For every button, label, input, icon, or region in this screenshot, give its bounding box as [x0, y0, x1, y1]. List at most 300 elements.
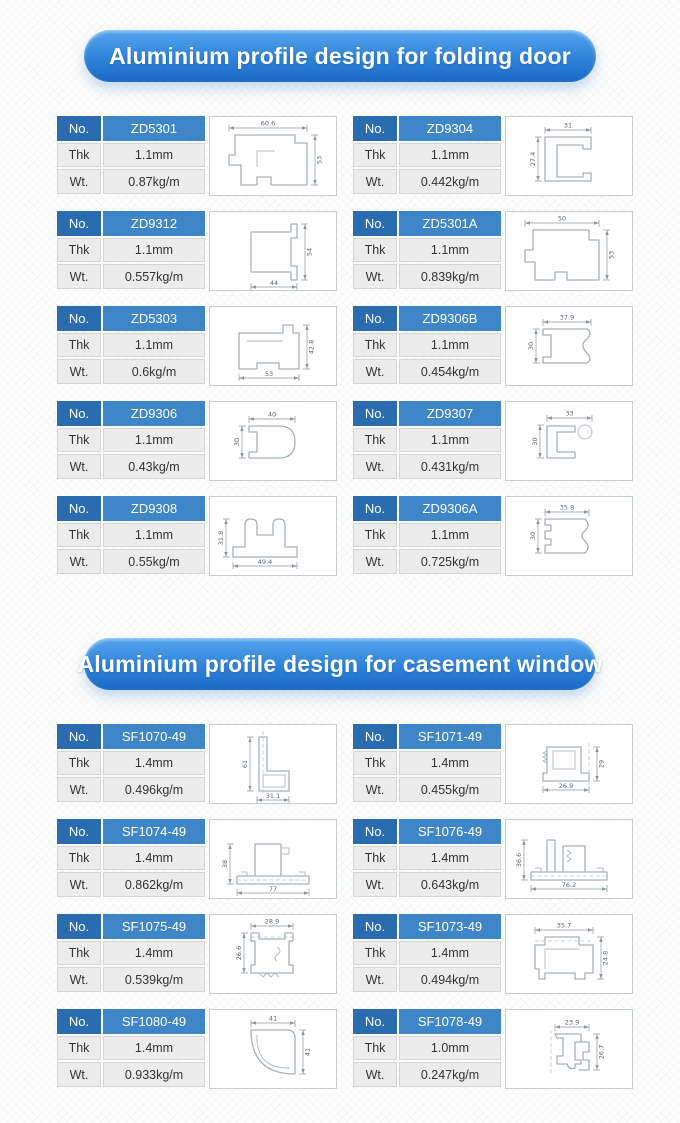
- no-label: No.: [57, 116, 101, 141]
- profile-detail-lines: [578, 425, 592, 439]
- spec-row-no: [353, 401, 501, 426]
- profile-outline: [545, 137, 591, 181]
- thk-label: Thk: [353, 333, 397, 358]
- spec-row-wt: [57, 967, 205, 992]
- thk-label: Thk: [57, 846, 101, 871]
- weight-value: 0.862kg/m: [103, 872, 205, 897]
- spec-row-no: [353, 724, 501, 749]
- thk-label: Thk: [57, 941, 101, 966]
- profile-drawing: [209, 211, 337, 291]
- dimension-arrow: [303, 224, 306, 229]
- profile-card-SF1075-49: [57, 914, 337, 994]
- spec-row-thk: [353, 523, 501, 548]
- thickness-value: 1.1mm: [399, 523, 501, 548]
- profile-card-ZD5303: [57, 306, 337, 386]
- dimension-arrow: [522, 875, 525, 880]
- dimension-arrow: [538, 425, 541, 430]
- spec-row-no: [57, 496, 205, 521]
- spec-row-no: [57, 1009, 205, 1034]
- thickness-value: 1.1mm: [103, 238, 205, 263]
- spec-row-thk: [57, 846, 205, 871]
- spec-table: [55, 494, 207, 576]
- spec-table: [55, 304, 207, 386]
- thickness-value: 1.1mm: [103, 143, 205, 168]
- dimension-label: 26.7: [597, 1044, 606, 1060]
- weight-value: 0.539kg/m: [103, 967, 205, 992]
- dimension-arrow: [602, 887, 607, 890]
- spec-row-wt: [57, 169, 205, 194]
- thk-label: Thk: [57, 238, 101, 263]
- profile-number: ZD5303: [103, 306, 205, 331]
- dimension-arrow: [290, 1021, 295, 1024]
- wt-label: Wt.: [57, 359, 101, 384]
- thickness-value: 1.4mm: [399, 751, 501, 776]
- spec-table: [351, 304, 503, 386]
- profile-cross-section-svg: [506, 915, 632, 993]
- profile-number: SF1078-49: [399, 1009, 501, 1034]
- dimension-arrow: [249, 417, 254, 420]
- casement-window-grid: [0, 724, 680, 1089]
- dimension-arrow: [303, 275, 306, 280]
- profile-drawing: [209, 496, 337, 576]
- spec-row-no: [57, 819, 205, 844]
- weight-value: 0.557kg/m: [103, 264, 205, 289]
- dimension-arrow: [248, 786, 251, 791]
- wt-label: Wt.: [353, 169, 397, 194]
- dimension-arrow: [292, 564, 297, 567]
- spec-row-no: [353, 914, 501, 939]
- thickness-value: 1.1mm: [103, 333, 205, 358]
- dimension-arrow: [525, 221, 530, 224]
- no-label: No.: [57, 1009, 101, 1034]
- profile-cross-section-svg: [210, 497, 336, 575]
- dimension-label: 49.4: [257, 558, 273, 566]
- dimension-arrow: [605, 230, 608, 235]
- dimension-arrow: [257, 798, 262, 801]
- dimension-arrow: [248, 737, 251, 742]
- thickness-value: 1.1mm: [399, 428, 501, 453]
- weight-value: 0.87kg/m: [103, 169, 205, 194]
- wt-label: Wt.: [353, 777, 397, 802]
- thk-label: Thk: [353, 143, 397, 168]
- profile-card-SF1078-49: [353, 1009, 633, 1089]
- thk-label: Thk: [353, 846, 397, 871]
- weight-value: 0.839kg/m: [399, 264, 501, 289]
- spec-table: [351, 114, 503, 196]
- spec-table: [351, 722, 503, 804]
- dimension-label: 27.4: [529, 151, 537, 167]
- spec-row-wt: [353, 549, 501, 574]
- dimension-arrow: [224, 519, 227, 524]
- thickness-value: 1.4mm: [399, 846, 501, 871]
- spec-table: [351, 209, 503, 291]
- dimension-arrow: [535, 928, 540, 931]
- spec-row-thk: [353, 941, 501, 966]
- spec-table: [55, 1007, 207, 1089]
- spec-row-no: [57, 116, 205, 141]
- thickness-value: 1.1mm: [399, 238, 501, 263]
- dimension-label: 54: [305, 247, 314, 257]
- spec-row-thk: [57, 143, 205, 168]
- wt-label: Wt.: [57, 777, 101, 802]
- wt-label: Wt.: [57, 1062, 101, 1087]
- spec-row-thk: [353, 751, 501, 776]
- weight-value: 0.442kg/m: [399, 169, 501, 194]
- dimension-arrow: [251, 924, 256, 927]
- dimension-arrow: [237, 891, 242, 894]
- folding-door-banner-title: Aluminium profile design for folding door: [109, 42, 571, 69]
- no-label: No.: [353, 306, 397, 331]
- profile-outline: [555, 1034, 589, 1070]
- spec-row-wt: [353, 169, 501, 194]
- profile-cross-section-svg: [506, 1010, 632, 1088]
- no-label: No.: [353, 819, 397, 844]
- profile-cross-section-svg: [210, 1010, 336, 1088]
- spec-row-no: [353, 116, 501, 141]
- profile-number: ZD9306A: [399, 496, 501, 521]
- dimension-label: 60.6: [260, 119, 276, 128]
- spec-table: [55, 912, 207, 994]
- spec-row-thk: [57, 751, 205, 776]
- weight-value: 0.933kg/m: [103, 1062, 205, 1087]
- profile-outline: [535, 937, 593, 979]
- dimension-label: 28.9: [264, 917, 280, 926]
- dimension-label: 61: [241, 759, 249, 769]
- profile-drawing: [209, 914, 337, 994]
- thk-label: Thk: [353, 941, 397, 966]
- wt-label: Wt.: [353, 872, 397, 897]
- profile-card-ZD5301A: [353, 211, 633, 291]
- profile-cross-section-svg: [506, 820, 632, 898]
- spec-row-no: [353, 496, 501, 521]
- thk-label: Thk: [57, 1036, 101, 1061]
- profile-number: ZD9307: [399, 401, 501, 426]
- profile-card-SF1070-49: [57, 724, 337, 804]
- profile-card-ZD9306: [57, 401, 337, 481]
- spec-row-no: [57, 306, 205, 331]
- profile-drawing: [209, 306, 337, 386]
- spec-row-wt: [353, 777, 501, 802]
- profile-card-ZD9307: [353, 401, 633, 481]
- weight-value: 0.455kg/m: [399, 777, 501, 802]
- profile-outline: [237, 844, 309, 884]
- weight-value: 0.247kg/m: [399, 1062, 501, 1087]
- dimension-label: 41: [303, 1047, 312, 1057]
- profile-cross-section-svg: [210, 212, 336, 290]
- spec-row-no: [57, 724, 205, 749]
- thickness-value: 1.4mm: [103, 1036, 205, 1061]
- spec-row-wt: [57, 264, 205, 289]
- profile-drawing: [505, 914, 633, 994]
- dimension-arrow: [545, 128, 550, 131]
- profile-cross-section-svg: [210, 820, 336, 898]
- dimension-label: 30: [527, 341, 535, 351]
- dimension-label: 77: [268, 885, 278, 893]
- thk-label: Thk: [353, 751, 397, 776]
- folding-door-grid: [0, 116, 680, 576]
- spec-row-thk: [353, 428, 501, 453]
- spec-row-thk: [353, 143, 501, 168]
- dimension-label: 31.8: [217, 530, 225, 546]
- no-label: No.: [353, 116, 397, 141]
- dimension-arrow: [595, 776, 598, 781]
- weight-value: 0.725kg/m: [399, 549, 501, 574]
- dimension-label: 40: [267, 410, 277, 419]
- dimension-arrow: [284, 798, 289, 801]
- dimension-arrow: [587, 416, 592, 419]
- profile-card-SF1074-49: [57, 819, 337, 899]
- dimension-arrow: [251, 285, 256, 288]
- casement-window-banner: [77, 638, 603, 690]
- spec-row-wt: [353, 1062, 501, 1087]
- spec-row-no: [353, 819, 501, 844]
- profile-card-SF1073-49: [353, 914, 633, 994]
- spec-row-no: [353, 211, 501, 236]
- dimension-arrow: [233, 564, 238, 567]
- profile-cross-section-svg: [210, 725, 336, 803]
- spec-row-thk: [57, 523, 205, 548]
- dimension-arrow: [594, 221, 599, 224]
- dimension-arrow: [534, 329, 537, 334]
- profile-outline: [229, 135, 307, 185]
- profile-cross-section-svg: [210, 307, 336, 385]
- profile-drawing: [505, 116, 633, 196]
- no-label: No.: [353, 211, 397, 236]
- profile-outline: [249, 426, 295, 458]
- spec-row-thk: [353, 238, 501, 263]
- profile-outline: [543, 747, 589, 781]
- profile-number: ZD9306B: [399, 306, 501, 331]
- profile-cross-section-svg: [506, 402, 632, 480]
- wt-label: Wt.: [57, 967, 101, 992]
- dimension-arrow: [301, 1030, 304, 1035]
- thk-label: Thk: [57, 143, 101, 168]
- no-label: No.: [353, 401, 397, 426]
- profile-number: SF1076-49: [399, 819, 501, 844]
- no-label: No.: [57, 211, 101, 236]
- wt-label: Wt.: [57, 169, 101, 194]
- profile-drawing: [209, 724, 337, 804]
- profile-detail-lines: [257, 151, 275, 167]
- profile-number: SF1073-49: [399, 914, 501, 939]
- wt-label: Wt.: [57, 454, 101, 479]
- profile-outline: [543, 329, 590, 363]
- profile-cross-section-svg: [506, 117, 632, 195]
- casement-window-banner-title: Aluminium profile design for casement window: [77, 650, 603, 677]
- dimension-label: 26.9: [558, 782, 574, 790]
- spec-table: [351, 817, 503, 899]
- spec-row-thk: [57, 1036, 205, 1061]
- wt-label: Wt.: [353, 359, 397, 384]
- dimension-arrow: [313, 180, 316, 185]
- no-label: No.: [353, 496, 397, 521]
- dimension-arrow: [534, 358, 537, 363]
- dimension-arrow: [584, 1025, 589, 1028]
- dimension-label: 23.9: [564, 1018, 580, 1027]
- dimension-arrow: [586, 128, 591, 131]
- profile-detail-lines: [543, 751, 575, 769]
- dimension-arrow: [239, 376, 244, 379]
- profile-number: SF1074-49: [103, 819, 205, 844]
- no-label: No.: [353, 914, 397, 939]
- profile-number: ZD5301: [103, 116, 205, 141]
- spec-row-wt: [353, 264, 501, 289]
- thk-label: Thk: [353, 523, 397, 548]
- weight-value: 0.494kg/m: [399, 967, 501, 992]
- spec-row-no: [57, 211, 205, 236]
- profile-drawing: [505, 401, 633, 481]
- dimension-label: 35.7: [556, 921, 572, 930]
- profile-card-ZD9306B: [353, 306, 633, 386]
- profile-cross-section-svg: [210, 915, 336, 993]
- dimension-label: 30: [529, 531, 537, 541]
- wt-label: Wt.: [353, 967, 397, 992]
- dimension-arrow: [251, 1021, 256, 1024]
- profile-drawing: [505, 496, 633, 576]
- no-label: No.: [57, 306, 101, 331]
- dimension-label: 37.9: [559, 313, 575, 322]
- weight-value: 0.454kg/m: [399, 359, 501, 384]
- dimension-label: 26.6: [235, 945, 243, 961]
- no-label: No.: [57, 401, 101, 426]
- profile-outline: [251, 1030, 295, 1074]
- wt-label: Wt.: [353, 264, 397, 289]
- profile-number: SF1080-49: [103, 1009, 205, 1034]
- dimension-arrow: [305, 325, 308, 330]
- dimension-arrow: [545, 510, 550, 513]
- thickness-value: 1.4mm: [103, 846, 205, 871]
- profile-cross-section-svg: [506, 212, 632, 290]
- profile-cross-section-svg: [210, 402, 336, 480]
- spec-row-wt: [57, 777, 205, 802]
- weight-value: 0.6kg/m: [103, 359, 205, 384]
- spec-row-thk: [353, 1036, 501, 1061]
- profile-card-SF1080-49: [57, 1009, 337, 1089]
- no-label: No.: [353, 724, 397, 749]
- profile-number: SF1075-49: [103, 914, 205, 939]
- spec-row-thk: [57, 238, 205, 263]
- spec-row-wt: [57, 872, 205, 897]
- profile-drawing: [505, 819, 633, 899]
- dimension-label: 30: [233, 437, 241, 447]
- weight-value: 0.43kg/m: [103, 454, 205, 479]
- profile-card-ZD9312: [57, 211, 337, 291]
- dimension-arrow: [543, 320, 548, 323]
- spec-row-thk: [353, 333, 501, 358]
- wt-label: Wt.: [353, 549, 397, 574]
- thk-label: Thk: [353, 1036, 397, 1061]
- no-label: No.: [57, 819, 101, 844]
- dimension-arrow: [599, 974, 602, 979]
- profile-card-ZD9308: [57, 496, 337, 576]
- dimension-arrow: [242, 933, 245, 938]
- dimension-label: 53: [607, 250, 616, 260]
- wt-label: Wt.: [353, 1062, 397, 1087]
- profile-cross-section-svg: [506, 497, 632, 575]
- spec-row-wt: [57, 359, 205, 384]
- dimension-arrow: [294, 376, 299, 379]
- weight-value: 0.496kg/m: [103, 777, 205, 802]
- thickness-value: 1.1mm: [103, 523, 205, 548]
- spec-table: [351, 494, 503, 576]
- spec-table: [55, 114, 207, 196]
- thickness-value: 1.4mm: [399, 941, 501, 966]
- dimension-arrow: [536, 548, 539, 553]
- profile-drawing: [505, 724, 633, 804]
- weight-value: 0.643kg/m: [399, 872, 501, 897]
- profile-number: SF1070-49: [103, 724, 205, 749]
- dimension-arrow: [240, 453, 243, 458]
- spec-table: [55, 399, 207, 481]
- dimension-label: 29: [597, 759, 606, 769]
- dimension-arrow: [304, 891, 309, 894]
- profile-card-SF1076-49: [353, 819, 633, 899]
- spec-table: [351, 1007, 503, 1089]
- wt-label: Wt.: [353, 454, 397, 479]
- dimension-arrow: [242, 968, 245, 973]
- dimension-arrow: [584, 788, 589, 791]
- profile-drawing: [209, 819, 337, 899]
- profile-card-ZD9306A: [353, 496, 633, 576]
- profile-drawing: [209, 401, 337, 481]
- dimension-arrow: [305, 364, 308, 369]
- profile-drawing: [505, 1009, 633, 1089]
- profile-number: ZD5301A: [399, 211, 501, 236]
- wt-label: Wt.: [57, 549, 101, 574]
- spec-row-no: [57, 401, 205, 426]
- profile-drawing: [505, 306, 633, 386]
- spec-table: [55, 209, 207, 291]
- profile-outline: [251, 224, 297, 280]
- spec-row-thk: [57, 941, 205, 966]
- dimension-label: 42.8: [307, 339, 316, 355]
- profile-number: SF1071-49: [399, 724, 501, 749]
- dimension-arrow: [588, 928, 593, 931]
- spec-table: [351, 912, 503, 994]
- profile-card-SF1071-49: [353, 724, 633, 804]
- thickness-value: 1.4mm: [103, 751, 205, 776]
- dimension-arrow: [536, 519, 539, 524]
- dimension-arrow: [522, 840, 525, 845]
- dimension-arrow: [595, 747, 598, 752]
- profile-number: ZD9308: [103, 496, 205, 521]
- profile-outline: [525, 230, 599, 280]
- dimension-label: 50: [557, 214, 567, 223]
- spec-row-wt: [353, 967, 501, 992]
- dimension-label: 31: [563, 121, 573, 130]
- dimension-label: 31.1: [265, 792, 281, 800]
- dimension-label: 30: [531, 437, 539, 446]
- catalog-page: [0, 30, 680, 1123]
- profile-cross-section-svg: [210, 117, 336, 195]
- spec-row-wt: [353, 359, 501, 384]
- dimension-arrow: [228, 879, 231, 884]
- dimension-arrow: [240, 426, 243, 431]
- spec-row-no: [353, 306, 501, 331]
- dimension-arrow: [290, 417, 295, 420]
- thk-label: Thk: [353, 238, 397, 263]
- wt-label: Wt.: [57, 264, 101, 289]
- profile-drawing: [209, 116, 337, 196]
- dimension-arrow: [229, 126, 234, 129]
- spec-table: [351, 399, 503, 481]
- no-label: No.: [57, 724, 101, 749]
- dimension-arrow: [547, 416, 552, 419]
- spec-table: [55, 722, 207, 804]
- dimension-arrow: [536, 176, 539, 181]
- dimension-label: 38: [221, 859, 229, 869]
- thk-label: Thk: [353, 428, 397, 453]
